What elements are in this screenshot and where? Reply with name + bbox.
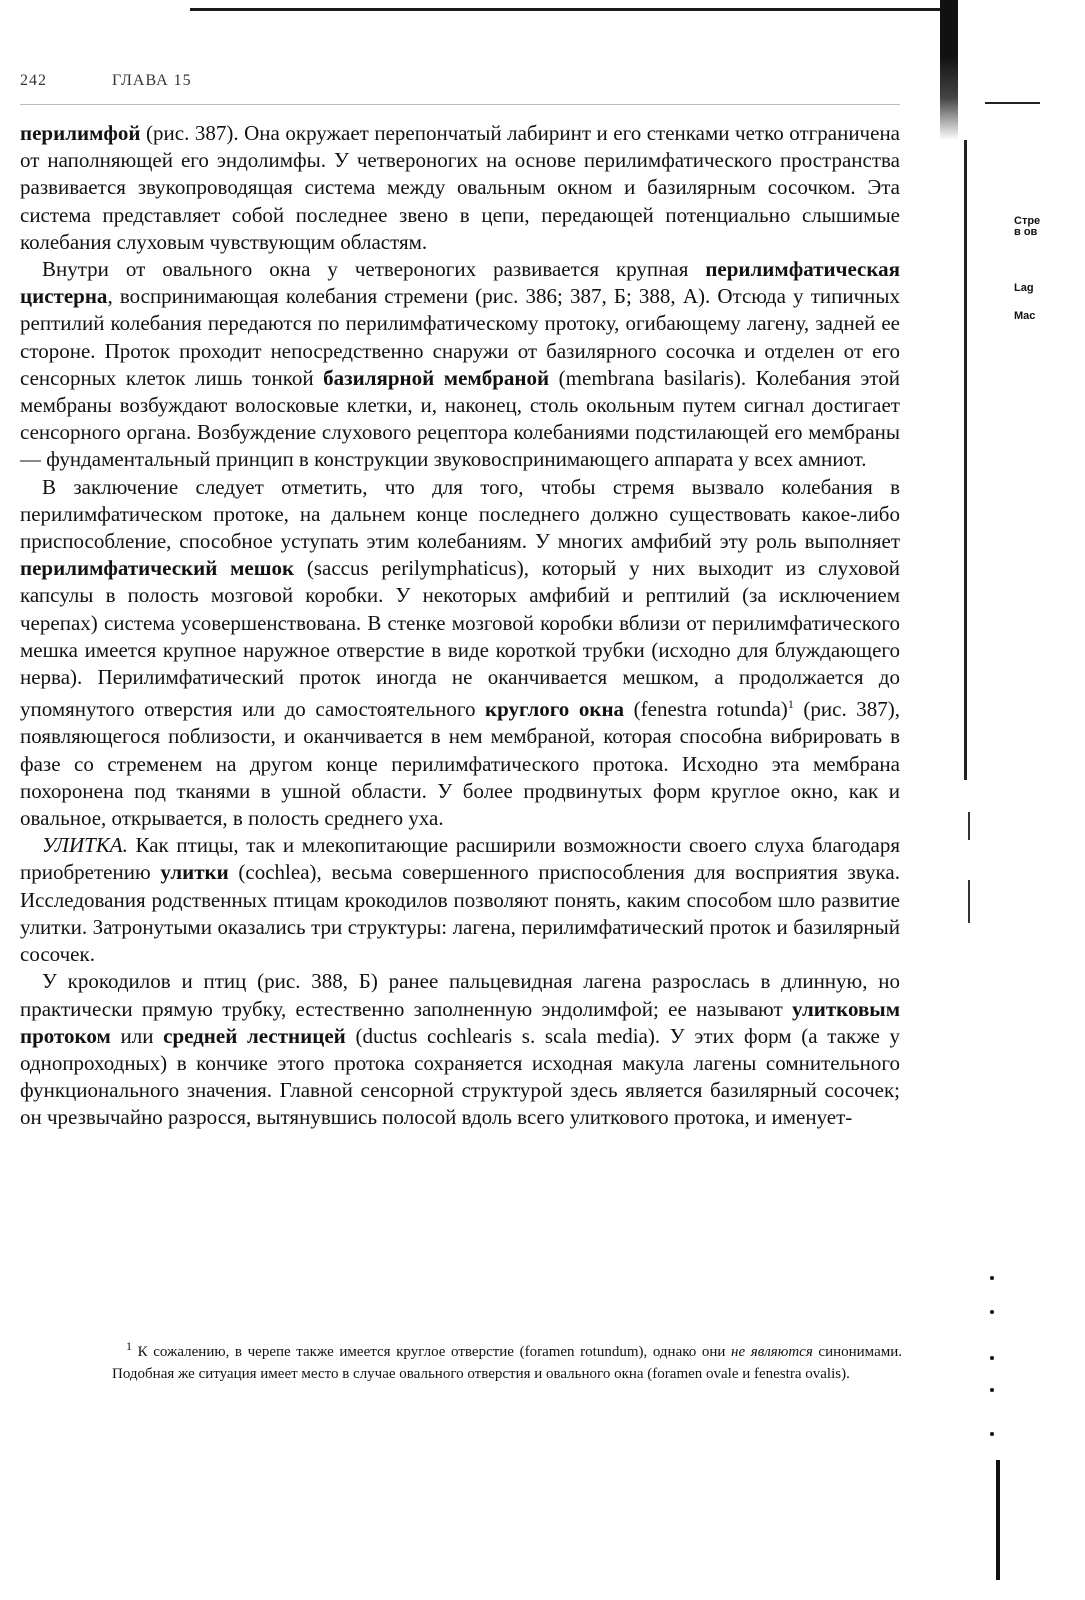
edge-dot: [990, 1356, 994, 1360]
margin-label-2: Lag: [1014, 282, 1034, 294]
edge-mark: [968, 895, 970, 923]
margin-rule: [985, 102, 1040, 104]
paragraph-2: Внутри от овального окна у четвероногих развивается крупная перилимфатическая цистерна, воспринимающая колебания стремени (рис. 386; 387, Б; 388, А). Отсюда у типичных рептилий колебания передаются по перилимфатическому протоку, огибающему лагену, задней ее стороне. Проток проходит непосредственно снаружи от базилярного сосочка и отделен от его сенсорных клеток лишь тонкой базилярной мембраной (membrana basilaris). Колебания этой мембраны возбуждают волосковые клетки, и, наконец, столь окольным путем сигнал достигает сенсорного органа. Возбуждение слухового рецептора колебаниями подстилающей его мембраны — фундаментальный принцип в конструкции звуковоспринимающего аппарата у всех амниот.: [20, 257, 901, 472]
section-head-cochlea: УЛИТКА.: [42, 833, 128, 858]
edge-bar: [996, 1460, 1000, 1580]
term-cochlea: улитки: [160, 860, 229, 885]
term-round-window: круглого окна: [485, 697, 625, 722]
running-header: [20, 72, 192, 90]
paragraph-4: УЛИТКА. Как птицы, так и млекопитающие расширили возможности своего слуха благодаря приобретению улитки (cochlea), весьма совершенного приспособления для восприятия звука. Исследования родственных птицам крокодилов позволяют понять, каким способом шло развитие улитки. Затронутыми оказались три структуры: лагена, перилимфатический проток и базилярный сосочек.: [20, 833, 900, 967]
book-spine-shadow: [940, 0, 958, 140]
term-scala-media: средней лестницей: [163, 1023, 346, 1048]
paragraph-5: У крокодилов и птиц (рис. 388, Б) ранее пальцевидная лагена разрослась в длинную, но практически прямую трубку, естественно заполненную эндолимфой; ее называют улитковым протоком или средней лестницей (ductus cochlearis s. scala media). У этих форм (а также у однопроходных) в кончике этого протока сохраняется исходная макула лагены сомнительного функционального значения. Главной сенсорной структурой здесь является базилярный сосочек; он чрезвычайно разросся, вытянувшись полосой вдоль всего улиткового протока, и именует-: [20, 969, 900, 1130]
term-perilymph-sac: перилимфатический мешок: [20, 556, 295, 581]
chapter-title: ГЛАВА 15: [112, 72, 192, 89]
footnote-ref: 1: [787, 697, 794, 712]
term-cistern: перилимфатическая цистерна: [20, 257, 900, 309]
edge-mark: [968, 812, 970, 840]
top-rule: [190, 8, 940, 11]
main-text: [20, 120, 900, 1132]
paragraph-3: В заключение следует отметить, что для того, чтобы стремя вызвало колебания в перилимфатическом протоке, на дальнем конце последнего должно существовать какое-либо приспособление, способное уступать этим колебаниям. У многих амфибий эту роль выполняет перилимфатический мешок (saccus perilymphaticus), который у них выходит из слуховой капсулы в полость мозговой коробки. У некоторых амфибий и рептилий (за исключением черепах) система усовершенствована. В стенке мозговой коробки вблизи от перилимфатического мешка имеется крупное наружное отверстие в виде короткой трубки (исходно для блуждающего нерва). Перилимфатический проток иногда не оканчивается мешком, а продолжается до упомянутого отверстия или до самостоятельного круглого окна (fenestra rotunda)$^1$ (рис. 387), появляющегося поблизости, и оканчивается в нем мембраной, которая способна вибрировать в фазе со стременем на другом конце перилимфатического протока. Исходно эта мембрана похоронена под тканями в ушной области. У более продвинутых форм круглое окно, как и овальное, открывается, в полость среднего уха.: [20, 474, 901, 831]
term-perilymph: перилимфой: [20, 121, 141, 145]
book-spine-line: [964, 140, 967, 780]
margin-label-1: Стре в ов: [1014, 215, 1041, 238]
edge-dot: [990, 1310, 994, 1314]
edge-dot: [990, 1432, 994, 1436]
paragraph-1: перилимфой (рис. 387). Она окружает перепончатый лабиринт и его стенками четко отграничена от наполняющей его эндолимфы. У четвероногих на основе перилимфатического пространства развивается звукопроводящая система между овальным окном и базилярным сосочком. Эта система представляет собой последнее звено в цепи, передающей потенциально слышимые колебания слуховым чувствующим областям.: [20, 121, 900, 254]
edge-dot: [990, 1276, 994, 1280]
edge-dot: [990, 1388, 994, 1392]
header-rule: [20, 104, 900, 105]
page-number: 242: [20, 72, 47, 89]
footnote: $^1$ К сожалению, в черепе также имеется круглое отверстие (foramen rotundum), однако они не являются синонимами. Подобная же ситуация имеет место в случае овального отверстия и овального окна (foramen ovale и fenestra ovalis).: [112, 1339, 902, 1382]
term-cochlear-duct: улитковым протоком: [20, 996, 900, 1048]
margin-label-3: Mac: [1014, 310, 1036, 322]
term-basilar-membrane: базилярной мембраной: [323, 365, 550, 390]
